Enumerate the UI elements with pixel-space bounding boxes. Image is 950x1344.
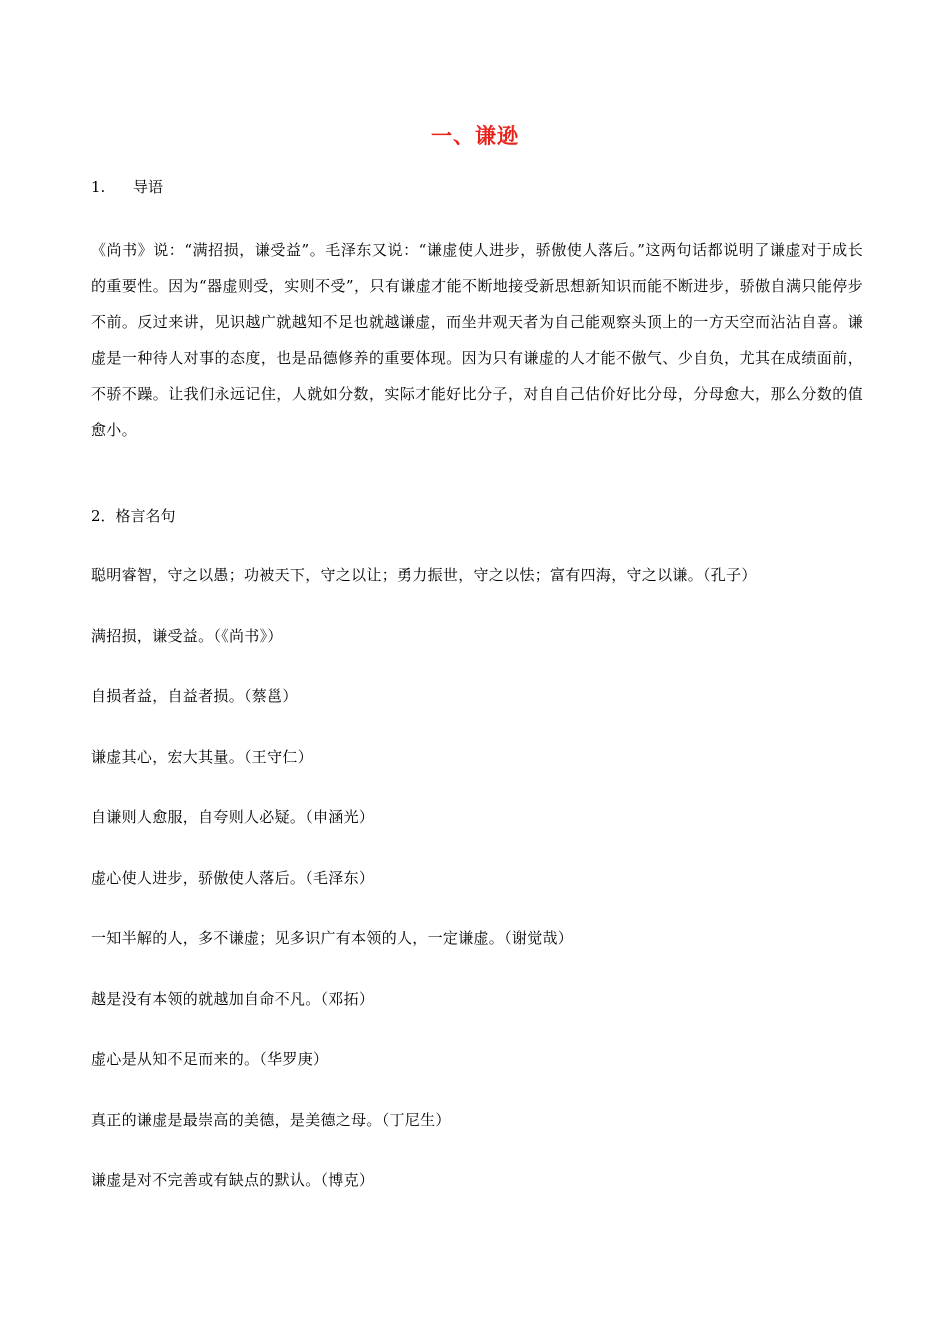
- quote-item: 聪明睿智，守之以愚；功被天下，守之以让；勇力振世，守之以怯；富有四海，守之以谦。（孔子）: [91, 566, 757, 584]
- intro-paragraph: 《尚书》说：“满招损，谦受益”。毛泽东又说：“谦虚使人进步，骄傲使人落后。”这两句话都说明了谦虚对于成长的重要性。因为“器虚则受，实则不受”，只有谦虚才能不断地接受新思想新知识而能不断进步，骄傲自满只能停步不前。反过来讲，见识越广就越知不足也就越谦虚，而坐井观天者为自己能观察头顶上的一方天空而沾沾自喜。谦虚是一种待人对事的态度，也是品德修养的重要体现。因为只有谦虚的人才能不傲气、少自负，尤其在成绩面前，不骄不躁。让我们永远记住，人就如分数，实际才能好比分子，对自自己估价好比分母，分母愈大，那么分数的值愈小。: [91, 241, 863, 439]
- quote-item: 自谦则人愈服，自夸则人必疑。（申涵光）: [91, 808, 375, 826]
- quote-item: 虚心是从知不足而来的。（华罗庚）: [91, 1050, 329, 1068]
- quote-item: 满招损，谦受益。（《尚书》）: [91, 626, 283, 645]
- quote-item: 越是没有本领的就越加自命不凡。（邓拓）: [91, 989, 375, 1008]
- quote-item: 自损者益，自益者损。（蔡邕）: [91, 687, 298, 705]
- quote-list: [91, 560, 863, 1226]
- quote-item: 虚心使人进步，骄傲使人落后。（毛泽东）: [91, 868, 375, 887]
- quote-item: 一知半解的人，多不谦虚；见多识广有本领的人，一定谦虚。（谢觉哉）: [91, 929, 574, 947]
- section-2-heading: 2．格言名句: [91, 507, 176, 525]
- page-title: 一、谦逊: [431, 124, 519, 148]
- quote-item: 真正的谦虚是最崇高的美德，是美德之母。（丁尼生）: [91, 1110, 451, 1129]
- section-1-number: 1.: [91, 178, 106, 196]
- quote-item: 谦虚其心，宏大其量。（王守仁）: [91, 747, 314, 766]
- quote-item: 谦虚是对不完善或有缺点的默认。（博克）: [91, 1171, 375, 1189]
- section-1-title: 导语: [133, 178, 164, 196]
- section-1-heading: [91, 176, 163, 198]
